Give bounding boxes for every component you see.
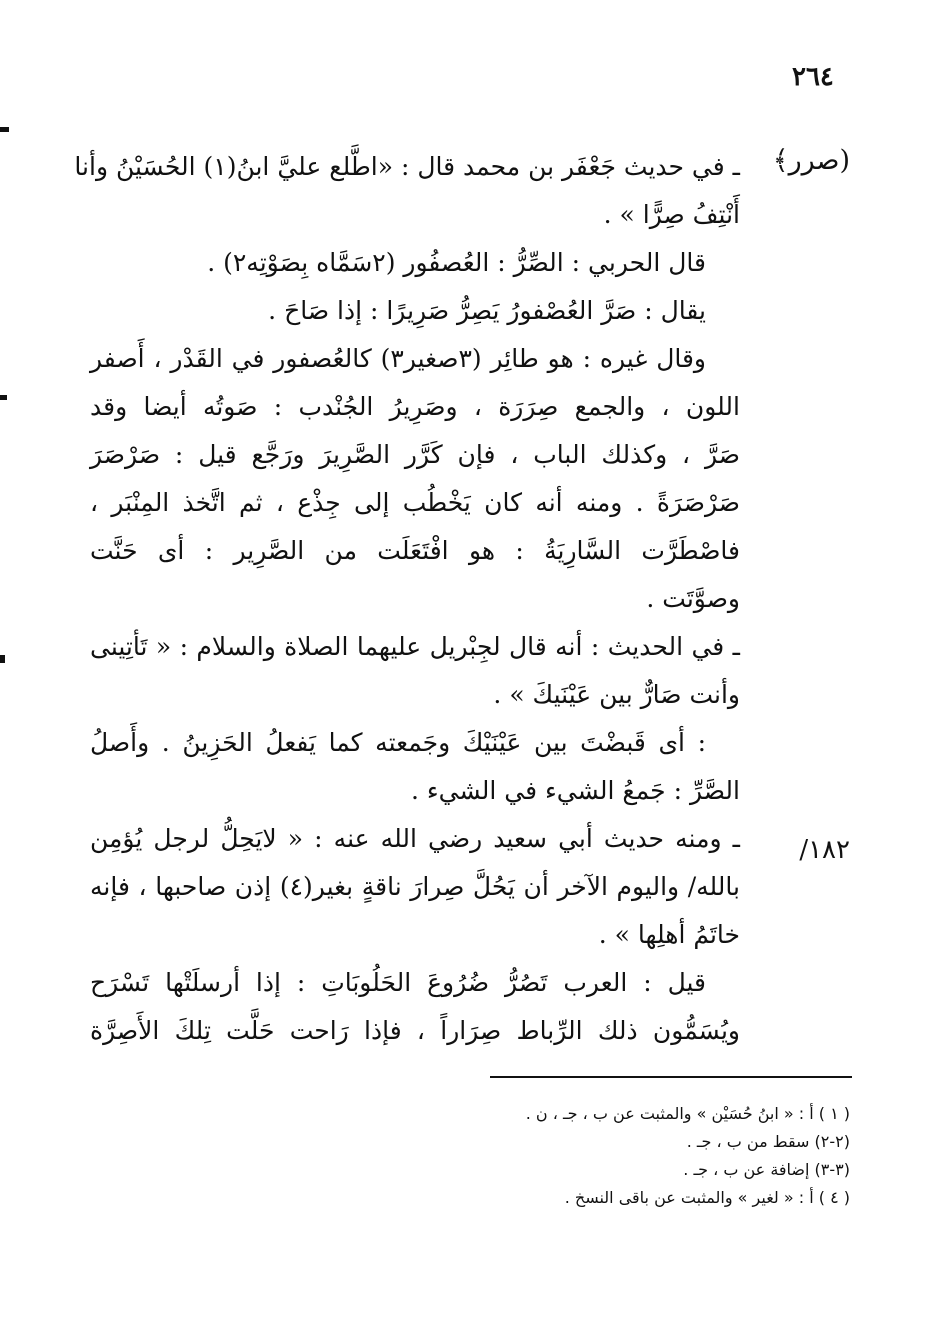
margin-number: ١٨٢/ xyxy=(799,835,850,865)
text-line: وأنت صَارٌّ بين عَيْنَيكَ » . xyxy=(493,680,740,709)
text-line: يقال : صَرَّ العُصْفورُ يَصِرُّ صَرِيرًا : إذا صَاحَ . xyxy=(268,296,706,325)
footnotes xyxy=(300,1100,850,1212)
footnote: (٢-٢) سقط من ب ، جـ . xyxy=(686,1132,850,1151)
main-text xyxy=(74,143,740,1055)
scan-mark xyxy=(0,655,5,663)
text-line: أَنْتِفُ صِرًّا » . xyxy=(603,200,740,229)
footnote: (٣-٣) إضافة عن ب ، جـ . xyxy=(683,1160,850,1179)
text-line: ـ ومنه حديث أبي سعيد رضي الله عنه : « لايَحِلُّ لرجل يُؤمِن xyxy=(90,824,740,853)
text-line: الصَّرِّ : جَمعُ الشيء في الشيء . xyxy=(410,776,740,805)
text-line: وقال غيره : هو طائِر (٣صغير٣) كالعُصفور في القَدْر ، أَصفر xyxy=(90,344,707,373)
text-line: : أى قَبضْتَ بين عَيْنَيْكَ وجَمعته كما يَفعلُ الحَزِينُ . وأَصلُ xyxy=(90,728,706,757)
text-line: ـ في حديث جَعْفَر بن محمد قال : «اطَّلع عليَّ ابنُ(١) الحُسَيْنُ وأنا xyxy=(74,152,740,181)
root-label: (صرر﴾ xyxy=(772,145,850,176)
text-line: قيل : العرب تَصُرُّ ضُرُوعَ الحَلُوبَاتِ : إذا أرسلَتْها تَسْرَح xyxy=(90,968,706,997)
text-line: ـ في الحديث : أنه قال لجِبْريل عليهما الصلاة والسلام : « تَأتِينى xyxy=(90,632,740,661)
scan-mark xyxy=(0,395,7,400)
text-line: ويُسَمُّون ذلك الرِّباط صِرَاراً ، فإذا رَاحت حَلَّت تِلكَ الأَصِرَّة xyxy=(90,1016,740,1045)
scan-mark xyxy=(0,127,9,132)
text-line: قال الحربي : الصِّرُّ : العُصفُور (٢سَمَّاه بِصَوْتِه٢) . xyxy=(207,248,706,277)
text-line: وصوَّتَت . xyxy=(646,584,740,613)
footnote: ( ١ ) أ : « ابنُ حُسَيْن » والمثبت عن ب ، جـ ، ن . xyxy=(525,1104,850,1123)
text-line: صَرَّ ، وكذلك الباب ، فإن كَرَّر الصَّرِيرَ ورَجَّع قيل : صَرْصَرَ xyxy=(90,440,740,469)
footnote-divider xyxy=(490,1076,852,1078)
footnote: ( ٤ ) أ : « لغير » والمثبت عن باقى النسخ . xyxy=(564,1188,850,1207)
text-line: بالله/ واليوم الآخر أن يَحُلَّ صِرارَ ناقةٍ بغير(٤) إذن صاحبها ، فإنه xyxy=(90,872,740,901)
text-line: خاتَمُ أهلِها » . xyxy=(598,920,740,949)
text-line: صَرْصَرَةً . ومنه أنه كان يَخْطُب إلى جِذْع ، ثم اتَّخذ المِنْبَر ، xyxy=(90,488,740,517)
page-number: ٢٦٤ xyxy=(792,62,834,92)
text-line: فاصْطَرَّت السَّارِيَةُ : هو افْتَعَلَت من الصَّرِير : أى حَنَّت xyxy=(90,536,740,565)
text-line: اللون ، والجمع صِرَرَة ، وصَرِيرُ الجُنْدب : صَوتُه أيضا وقد xyxy=(90,392,740,421)
